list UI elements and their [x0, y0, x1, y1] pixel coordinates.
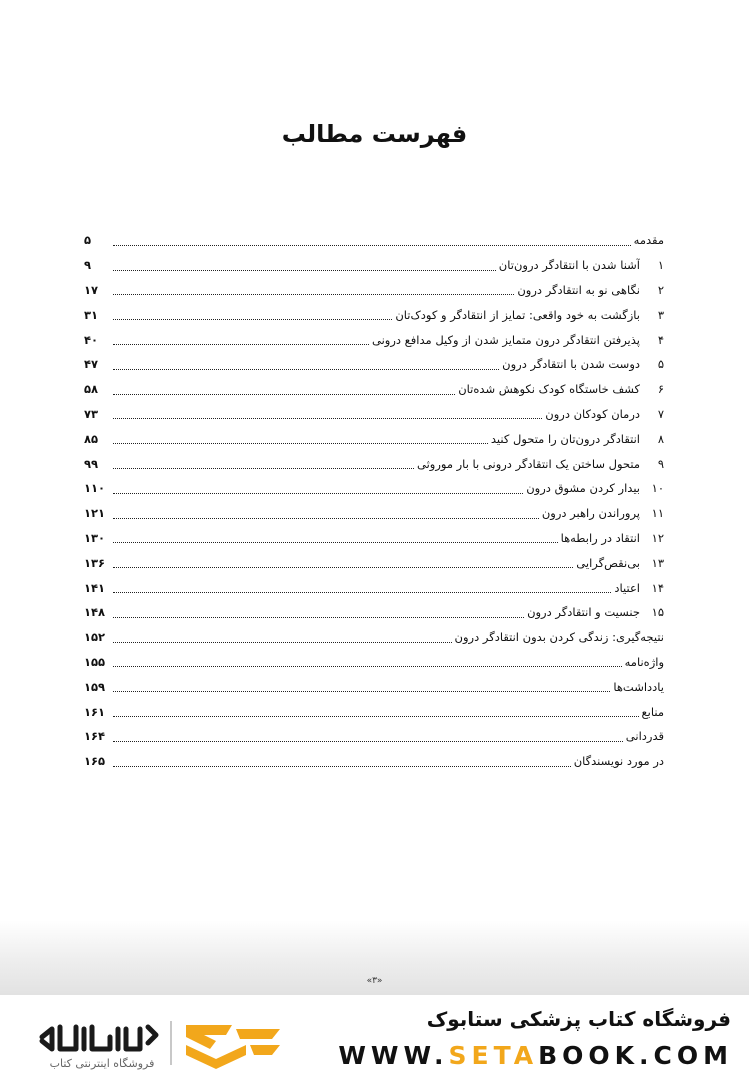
toc-entry-page: ۹۹	[84, 456, 99, 471]
toc-entry	[84, 699, 664, 724]
toc-entry-title: اعتیاد	[614, 580, 640, 595]
toc-dot-leader	[113, 294, 514, 295]
toc-entry-number: ۱۰	[651, 481, 664, 496]
toc-entry	[84, 674, 664, 699]
toc-dot-leader	[113, 518, 539, 519]
toc-entry-title: انتقاد در رابطه‌ها	[560, 530, 640, 545]
toc-entry	[84, 501, 664, 526]
url-suffix: BOOK.COM	[538, 1041, 733, 1070]
toc-entry-page: ۱۵۵	[84, 654, 106, 669]
toc-entry-number: ۴	[657, 332, 664, 347]
toc-entry-title: یادداشت‌ها	[613, 679, 664, 694]
toc-entry-page: ۷۳	[84, 406, 99, 421]
toc-entry-title: نتیجه‌گیری: زندگی کردن بدون انتقادگر درون	[454, 630, 664, 645]
toc-entry-title: درمان کودکان درون	[545, 406, 640, 421]
toc-entry-page: ۵	[84, 233, 92, 248]
store-footer	[0, 995, 749, 1079]
toc-entry-title: منابع	[641, 704, 664, 719]
toc-entry	[84, 625, 664, 650]
logo-tagline: فروشگاه اینترنتی کتاب	[49, 1057, 155, 1070]
toc-entry-page: ۱۴۱	[84, 580, 106, 595]
toc-entry	[84, 402, 664, 427]
toc-entry	[84, 724, 664, 749]
toc-entry-page: ۸۵	[84, 431, 99, 446]
toc-entry-page: ۱۱۰	[84, 481, 106, 496]
toc-entry	[84, 327, 664, 352]
toc-entry	[84, 253, 664, 278]
toc-entry	[84, 302, 664, 327]
toc-entry-title: بازگشت به خود واقعی: تمایز از انتقادگر و کودک‌تان	[395, 307, 640, 322]
toc-entry-title: پروراندن راهبر درون	[541, 506, 640, 521]
toc-entry	[84, 650, 664, 675]
toc-entry-page: ۱۷	[84, 282, 99, 297]
toc-entry	[84, 476, 664, 501]
toc-dot-leader	[113, 394, 455, 395]
store-url	[338, 1041, 733, 1070]
toc-entry-title: بی‌نقص‌گرایی	[576, 555, 640, 570]
toc-entry-page: ۱۶۱	[84, 704, 106, 719]
setabook-logo	[36, 1015, 286, 1073]
toc-entry-title: کشف خاستگاه کودک نکوهش شده‌تان	[458, 382, 640, 397]
table-of-contents	[84, 228, 664, 774]
toc-entry-title: نگاهی نو به انتقادگر درون	[517, 282, 640, 297]
toc-dot-leader	[113, 642, 452, 643]
toc-entry-number: ۹	[657, 456, 664, 471]
toc-entry-number: ۱۴	[651, 580, 664, 595]
toc-entry	[84, 550, 664, 575]
toc-entry-title: بیدار کردن مشوق درون	[526, 481, 640, 496]
toc-entry	[84, 352, 664, 377]
toc-dot-leader	[113, 493, 523, 494]
toc-entry	[84, 451, 664, 476]
toc-dot-leader	[113, 741, 623, 742]
toc-entry-page: ۱۵۹	[84, 679, 106, 694]
toc-dot-leader	[113, 592, 611, 593]
toc-dot-leader	[113, 766, 571, 767]
toc-entry-title: دوست شدن با انتقادگر درون	[502, 357, 640, 372]
toc-entry-page: ۵۸	[84, 382, 99, 397]
toc-entry-page: ۴۰	[84, 332, 99, 347]
toc-dot-leader	[113, 716, 639, 717]
toc-entry-number: ۱۲	[651, 530, 664, 545]
toc-entry	[84, 228, 664, 253]
toc-dot-leader	[113, 270, 496, 271]
toc-entry	[84, 575, 664, 600]
toc-dot-leader	[113, 344, 369, 345]
toc-entry	[84, 278, 664, 303]
toc-entry	[84, 600, 664, 625]
toc-dot-leader	[113, 691, 610, 692]
toc-entry-page: ۱۵۲	[84, 630, 106, 645]
toc-dot-leader	[113, 319, 392, 320]
toc-entry-number: ۷	[657, 406, 664, 421]
toc-entry-page: ۱۴۸	[84, 605, 106, 620]
toc-entry-page: ۱۳۰	[84, 530, 106, 545]
toc-entry	[84, 526, 664, 551]
toc-entry	[84, 426, 664, 451]
toc-entry-title: قدردانی	[625, 729, 664, 744]
toc-entry-title: پذیرفتن انتقادگر درون متمایز شدن از وکیل مدافع درونی	[372, 332, 640, 347]
toc-entry-page: ۹	[84, 258, 92, 273]
toc-dot-leader	[113, 443, 488, 444]
page-title: فهرست مطالب	[281, 120, 468, 148]
toc-dot-leader	[113, 542, 558, 543]
toc-entry-page: ۴۷	[84, 357, 99, 372]
toc-entry-number: ۱۳	[651, 555, 664, 570]
toc-entry-title: واژه‌نامه	[624, 654, 664, 669]
toc-entry-number: ۳	[657, 307, 664, 322]
toc-entry-number: ۲	[657, 282, 664, 297]
toc-entry-title: جنسیت و انتقادگر درون	[527, 605, 640, 620]
toc-dot-leader	[113, 567, 573, 568]
toc-entry	[84, 377, 664, 402]
toc-dot-leader	[113, 468, 414, 469]
toc-entry-title: مقدمه	[633, 233, 664, 248]
toc-entry-number: ۵	[657, 357, 664, 372]
toc-entry-number: ۱۵	[651, 605, 664, 620]
toc-dot-leader	[113, 245, 631, 246]
toc-entry-number: ۱۱	[651, 506, 664, 521]
toc-entry-title: در مورد نویسندگان	[573, 754, 664, 769]
toc-dot-leader	[113, 617, 524, 618]
toc-dot-leader	[113, 666, 622, 667]
toc-entry-number: ۱	[657, 258, 664, 273]
page-number: «۳»	[366, 976, 383, 986]
url-prefix: WWW.	[338, 1041, 449, 1070]
store-name: فروشگاه کتاب پزشکی ستابوک	[426, 1007, 731, 1031]
toc-entry	[84, 749, 664, 774]
toc-dot-leader	[113, 369, 499, 370]
toc-entry-title: انتقادگر درون‌تان را متحول کنید	[490, 431, 640, 446]
toc-entry-title: متحول ساختن یک انتقادگر درونی با بار موروثی	[416, 456, 640, 471]
toc-entry-title: آشنا شدن با انتقادگر درون‌تان	[498, 258, 640, 273]
toc-entry-number: ۶	[657, 382, 664, 397]
toc-entry-page: ۱۳۶	[84, 555, 106, 570]
toc-entry-page: ۱۲۱	[84, 506, 106, 521]
toc-entry-page: ۳۱	[84, 307, 99, 322]
url-accent: SETA	[448, 1041, 539, 1070]
toc-dot-leader	[113, 418, 542, 419]
toc-entry-page: ۱۶۴	[84, 729, 106, 744]
toc-entry-page: ۱۶۵	[84, 754, 106, 769]
toc-entry-number: ۸	[657, 431, 664, 446]
